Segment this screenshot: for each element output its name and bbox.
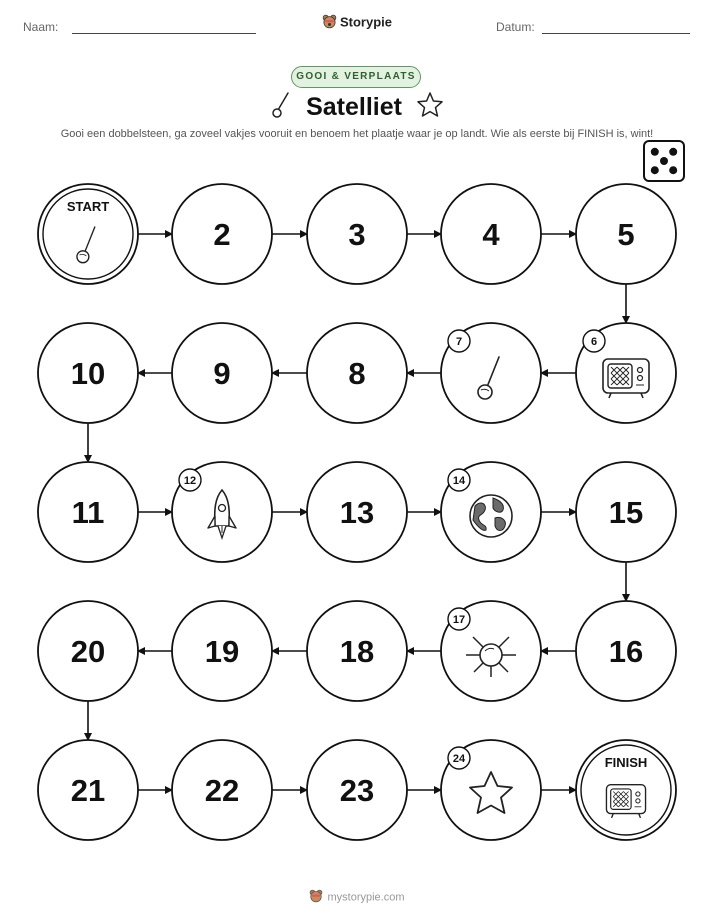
footer-bear-icon (309, 889, 323, 906)
tv-icon (603, 359, 649, 398)
cell-number-badge: 17 (452, 614, 466, 626)
board-cell-17 (441, 601, 541, 701)
cell-number: 4 (482, 217, 500, 252)
board-cell-23 (307, 740, 407, 840)
cell-number: 16 (608, 634, 644, 669)
board-cell-1 (38, 184, 138, 284)
board-cell-11 (38, 462, 138, 562)
cell-number: 3 (348, 217, 366, 252)
board-cell-8 (307, 323, 407, 423)
board-cell-3 (307, 184, 407, 284)
cell-number: 10 (70, 356, 106, 391)
board-cell-10 (38, 323, 138, 423)
cell-number: 18 (339, 634, 375, 669)
dice-pip (660, 157, 668, 165)
board-cell-21 (38, 740, 138, 840)
cell-number: 13 (339, 495, 375, 530)
game-type-badge: GOOI & VERPLAATS (291, 66, 421, 88)
cell-number-badge: 14 (452, 475, 466, 487)
board-cell-4 (441, 184, 541, 284)
cell-number: 2 (213, 217, 231, 252)
board-cell-label: START (66, 199, 110, 214)
board-cell-9 (172, 323, 272, 423)
cell-number: 19 (204, 634, 240, 669)
board-cell-25 (576, 740, 676, 840)
footer (0, 889, 714, 906)
cell-number: 11 (71, 495, 105, 530)
cell-number: 9 (213, 356, 231, 391)
instructions: Gooi een dobbelsteen, ga zoveel vakjes vooruit en benoem het plaatje waar je op landt. Wie als eerste bij FINISH is, wint! (60, 128, 654, 140)
board-cell-18 (307, 601, 407, 701)
name-label: Naam: (23, 20, 59, 34)
page-title: Satelliet (306, 93, 402, 122)
cell-number: 22 (204, 773, 240, 808)
tv-icon (606, 785, 645, 818)
dice-pip (669, 148, 677, 156)
board-cell-6 (576, 323, 676, 423)
board-cell-20 (38, 601, 138, 701)
board-cell-label: FINISH (604, 755, 648, 770)
dice-pip (651, 148, 659, 156)
cell-number: 5 (617, 217, 635, 252)
cell-number: 15 (608, 495, 644, 530)
board-cell-5 (576, 184, 676, 284)
board-cell-12 (172, 462, 272, 562)
board-cell-16 (576, 601, 676, 701)
cell-number-badge: 12 (183, 475, 197, 487)
board-cells (38, 184, 676, 840)
date-label: Datum: (496, 20, 535, 34)
board-cell-2 (172, 184, 272, 284)
board-cell-13 (307, 462, 407, 562)
cell-number-badge: 24 (452, 753, 466, 765)
board-cell-14 (441, 462, 541, 562)
cell-number-badge: 7 (455, 336, 463, 348)
dice-icon (644, 141, 684, 181)
board-cell-24 (441, 740, 541, 840)
dice-pip (651, 166, 659, 174)
footer-url: mystorypie.com (327, 891, 405, 904)
cell-number: 21 (70, 773, 106, 808)
earth-icon (470, 495, 512, 537)
cell-number: 23 (339, 773, 375, 808)
dice-pip (669, 166, 677, 174)
board-cell-19 (172, 601, 272, 701)
cell-number: 20 (70, 634, 106, 669)
board-cell-15 (576, 462, 676, 562)
brand-name: Storypie (339, 14, 392, 30)
board-cell-22 (172, 740, 272, 840)
cell-number-badge: 6 (590, 336, 598, 348)
cell-number: 8 (348, 356, 366, 391)
board-cell-7 (441, 323, 541, 423)
